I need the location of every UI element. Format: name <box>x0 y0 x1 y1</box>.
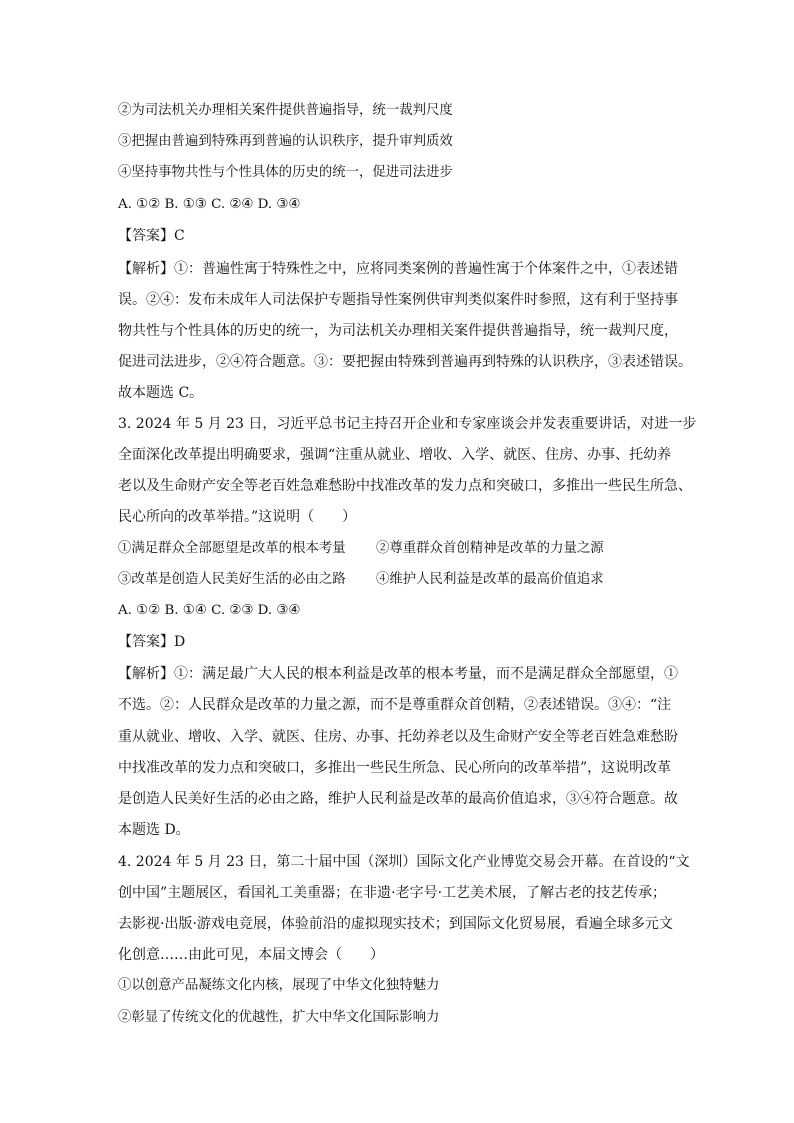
q3-analysis-line-4: 中找准改革的发力点和突破口，多推出一些民生所急、民心所向的改革举措”，这说明改革 <box>118 760 672 776</box>
q3-analysis-line-1 <box>118 665 678 683</box>
answer-tag: 【答案】 <box>118 634 174 650</box>
answer-value: C <box>174 228 185 244</box>
q3-analysis-line-6: 本题选 D。 <box>118 822 190 838</box>
q3-stem-line-4: 民心所向的改革举措。”这说明（ ） <box>118 509 357 525</box>
q3-options-row-2 <box>118 571 604 589</box>
q2-choices: A. ①② B. ①③ C. ②④ D. ③④ <box>118 197 301 212</box>
q3-stem-line-3: 老以及生命财产安全等老百姓急难愁盼中找准改革的发力点和突破口，多推出一些民生所急、 <box>118 478 692 494</box>
q3-answer <box>118 633 185 651</box>
q2-analysis-line-2: 误。②④：发布未成年人司法保护专题指导性案例供审判类似案件时参照，这有利于坚持事 <box>118 292 678 308</box>
q3-option-1: ①满足群众全部愿望是改革的根本考量 <box>118 541 346 556</box>
q2-option-2: ②为司法机关办理相关案件提供普遍指导，统一裁判尺度 <box>118 103 453 118</box>
q2-analysis-line-3: 物共性与个性具体的历史的统一，为司法机关办理相关案件提供普遍指导，统一裁判尺度， <box>118 323 678 339</box>
q4-stem-line-4: 化创意……由此可见，本届文博会（ ） <box>118 947 384 963</box>
q3-option-2: ②尊重群众首创精神是改革的力量之源 <box>376 541 604 556</box>
q2-analysis-line-5: 故本题选 C。 <box>118 385 204 401</box>
analysis-text: ①：普遍性寓于特殊性之中，应将同类案例的普遍性寓于个体案件之中，①表述错 <box>174 261 678 277</box>
q4-option-2: ②彰显了传统文化的优越性，扩大中华文化国际影响力 <box>118 1010 440 1025</box>
q3-stem-line-1: 3. 2024 年 5 月 23 日，习近平总书记主持召开企业和专家座谈会并发表重要讲话，对进一步 <box>118 416 697 432</box>
q2-analysis-line-1 <box>118 260 678 278</box>
q4-option-1: ①以创意产品凝练文化内核，展现了中华文化独特魅力 <box>118 978 440 993</box>
q4-stem-line-1: 4. 2024 年 5 月 23 日，第二十届中国（深圳）国际文化产业博览交易会开幕。在首设的“文 <box>118 854 690 870</box>
q2-option-4: ④坚持事物共性与个性具体的历史的统一，促进司法进步 <box>118 165 453 180</box>
q3-analysis-line-5: 是创造人民美好生活的必由之路，维护人民利益是改革的最高价值追求，③④符合题意。故 <box>118 791 678 807</box>
analysis-text: ①：满足最广大人民的根本利益是改革的根本考量，而不是满足群众全部愿望，① <box>174 666 678 682</box>
answer-value: D <box>174 634 186 650</box>
q2-analysis-line-4: 促进司法进步，②④符合题意。③：要把握由特殊到普遍再到特殊的认识秩序，③表述错误。 <box>118 354 692 370</box>
q3-option-3: ③改革是创造人民美好生活的必由之路 <box>118 572 346 587</box>
answer-tag: 【答案】 <box>118 228 174 244</box>
q4-stem-line-2: 创中国”主题展区，看国礼工美重器；在非遗·老字号·工艺美术展，了解古老的技艺传承； <box>118 885 667 901</box>
q2-answer <box>118 227 185 245</box>
q3-stem-line-2: 全面深化改革提出明确要求，强调“注重从就业、增收、入学、就医、住房、办事、托幼养 <box>118 447 672 463</box>
q3-analysis-line-2: 不选。②：人民群众是改革的力量之源，而不是尊重群众首创精，②表述错误。③④：“注 <box>118 697 672 713</box>
q3-option-4: ④维护人民利益是改革的最高价值追求 <box>376 572 604 587</box>
analysis-tag: 【解析】 <box>118 261 174 277</box>
q3-options-row-1 <box>118 540 604 558</box>
q3-analysis-line-3: 重从就业、增收、入学、就医、住房、办事、托幼养老以及生命财产安全等老百姓急难愁盼 <box>118 729 678 745</box>
analysis-tag: 【解析】 <box>118 666 174 682</box>
q4-stem-line-3: 去影视·出版·游戏电竞展，体验前沿的虚拟现实技术；到国际文化贸易展，看遍全球多元文 <box>118 916 673 932</box>
q2-option-3: ③把握由普遍到特殊再到普遍的认识秩序，提升审判质效 <box>118 134 453 149</box>
q3-choices: A. ①② B. ①④ C. ②③ D. ③④ <box>118 603 301 618</box>
